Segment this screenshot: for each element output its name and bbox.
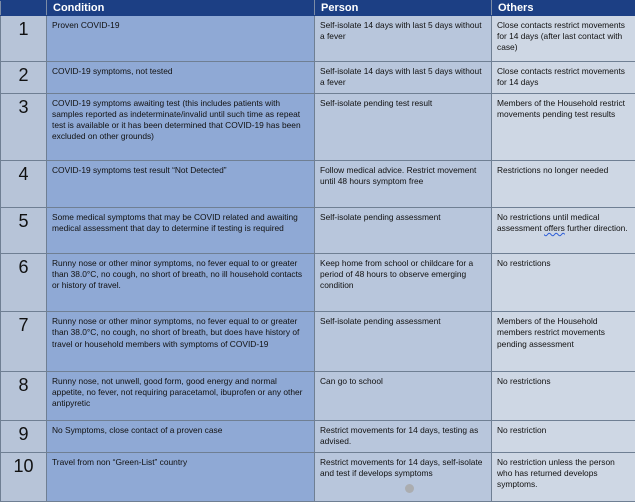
- row-number: 8: [1, 371, 47, 420]
- row-number: 2: [1, 61, 47, 93]
- others-cell: Close contacts restrict movements for 14 days (after last contact with case): [492, 16, 635, 62]
- person-cell: Self-isolate pending test result: [315, 93, 492, 160]
- condition-cell: Proven COVID-19: [47, 16, 315, 62]
- others-cell: No restriction unless the person who has returned develops symptoms.: [492, 452, 635, 501]
- row-number: 10: [1, 452, 47, 501]
- person-cell: Self-isolate pending assessment: [315, 207, 492, 253]
- header-others: Others: [492, 1, 635, 16]
- table-row: [1, 420, 635, 452]
- header-number: [1, 1, 47, 16]
- condition-cell: Runny nose, not unwell, good form, good energy and normal appetite, no fever, not requiring paracetamol, ibuprofen or any other antipyretic: [47, 371, 315, 420]
- table-row: [1, 16, 635, 62]
- row-number: 4: [1, 160, 47, 207]
- row-number: 6: [1, 253, 47, 312]
- others-cell: No restrictions: [492, 371, 635, 420]
- others-cell: Members of the Household restrict movements pending test results: [492, 93, 635, 160]
- person-cell: Self-isolate 14 days with last 5 days without a fever: [315, 16, 492, 62]
- person-cell: Self-isolate 14 days with last 5 days without a fever: [315, 61, 492, 93]
- others-text-post: further direction.: [564, 223, 628, 234]
- condition-cell: Travel from non “Green-List” country: [47, 452, 315, 501]
- table-row: [1, 207, 635, 253]
- row-number: 7: [1, 312, 47, 372]
- condition-cell: Runny nose or other minor symptoms, no fever equal to or greater than 38.0°C, no cough, no short of breath, no ill household contacts or history of travel.: [47, 253, 315, 312]
- row-number: 5: [1, 207, 47, 253]
- condition-cell: COVID-19 symptoms awaiting test (this includes patients with samples reported as indeterminate/invalid until such time as repeat test is available or it has been determined that COVID-19 has been excluded on other grounds): [47, 93, 315, 160]
- others-cell: No restriction: [492, 420, 635, 452]
- table-row: [1, 61, 635, 93]
- others-text-pre: No restrictions until medical assessment: [497, 211, 600, 234]
- others-cell: Close contacts restrict movements for 14 days: [492, 61, 635, 93]
- table-row: [1, 452, 635, 501]
- row-number: 9: [1, 420, 47, 452]
- header-row: [1, 1, 635, 16]
- spellcheck-underlined-word: offers: [544, 223, 565, 234]
- condition-cell: Some medical symptoms that may be COVID related and awaiting medical assessment that day to determine if testing is required: [47, 207, 315, 253]
- condition-cell: No Symptoms, close contact of a proven case: [47, 420, 315, 452]
- condition-cell: COVID-19 symptoms, not tested: [47, 61, 315, 93]
- person-cell: Can go to school: [315, 371, 492, 420]
- person-cell: Restrict movements for 14 days, testing as advised.: [315, 420, 492, 452]
- table-row: [1, 253, 635, 312]
- table-row: [1, 160, 635, 207]
- header-person: Person: [315, 1, 492, 16]
- table-row: [1, 371, 635, 420]
- mouse-cursor-dot: [405, 484, 414, 493]
- person-cell: Follow medical advice. Restrict movement until 48 hours symptom free: [315, 160, 492, 207]
- row-number: 1: [1, 16, 47, 62]
- person-cell: Self-isolate pending assessment: [315, 312, 492, 372]
- condition-cell: COVID-19 symptoms test result “Not Detected”: [47, 160, 315, 207]
- person-cell: Keep home from school or childcare for a period of 48 hours to observe emerging condition: [315, 253, 492, 312]
- condition-cell: Runny nose or other minor symptoms, no fever equal to or greater than 38.0°C, no cough, no short of breath, but does have history of travel or household members with symptoms of COVID-19: [47, 312, 315, 372]
- table-row: [1, 93, 635, 160]
- table-row: [1, 312, 635, 372]
- row-number: 3: [1, 93, 47, 160]
- person-cell: Restrict movements for 14 days, self-isolate and test if develops symptoms: [315, 452, 492, 501]
- others-cell: [492, 207, 635, 253]
- header-condition: Condition: [47, 1, 315, 16]
- others-cell: Members of the Household members restrict movements pending assessment: [492, 312, 635, 372]
- others-cell: No restrictions: [492, 253, 635, 312]
- others-cell: Restrictions no longer needed: [492, 160, 635, 207]
